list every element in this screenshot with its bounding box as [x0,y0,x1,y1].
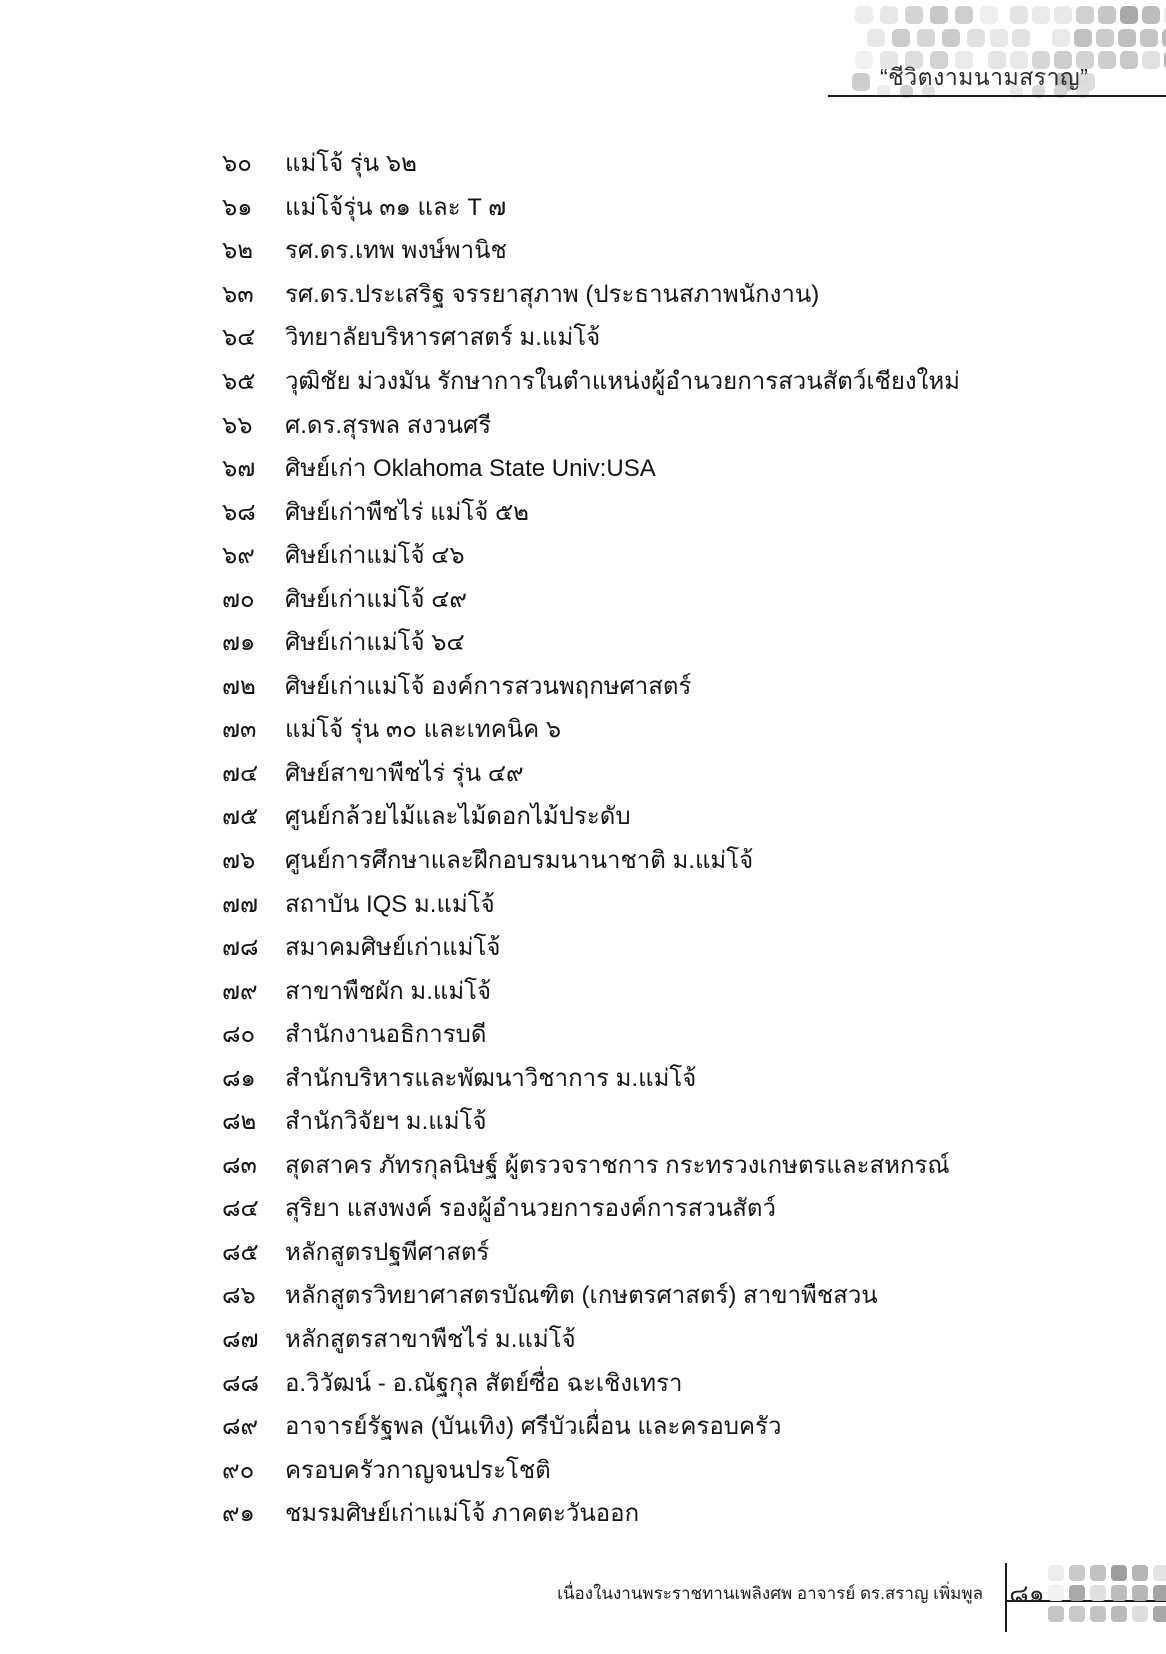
list-item [222,185,1122,229]
decor-square [917,29,935,47]
list-item-text: แม่โจ้ รุ่น ๖๒ [285,150,417,178]
decor-square [1090,1565,1106,1581]
decor-square [1052,29,1070,47]
decor-square [967,29,985,47]
decor-square [1098,51,1116,69]
list-item-number: ๗๕ [222,803,259,831]
decor-square [1098,6,1116,24]
list-item [222,228,1122,272]
decor-square [1090,1585,1106,1601]
list-item [222,1143,1122,1187]
list-item-text: ครอบครัวกาญจนประโชติ [285,1456,551,1484]
list-item-text: ศิษย์เก่าแม่โจ้ ๔๙ [285,585,467,613]
list-item-text: หลักสูตรวิทยาศาสตรบัณฑิต (เกษตรศาสตร์) สาขาพืชสวน [285,1282,878,1310]
decor-square [980,6,998,24]
list-item [222,446,1122,490]
decor-square [1132,1565,1148,1581]
decor-square [1032,6,1050,24]
list-item-number: ๘๙ [222,1413,259,1441]
decor-square [1048,1565,1064,1581]
decor-square [990,29,1008,47]
decor-square [1120,51,1138,69]
decor-square [1118,29,1136,47]
list-item [222,1404,1122,1448]
list-item-number: ๗๐ [222,585,255,613]
list-item [222,533,1122,577]
list-item-text: ศิษย์เก่า Oklahoma State Univ:USA [285,455,656,483]
list-item-text: ศิษย์เก่าพืชไร่ แม่โจ้ ๕๒ [285,498,529,526]
list-item-number: ๘๐ [222,1021,256,1049]
list-item [222,1012,1122,1056]
list-item-number: ๖๗ [222,455,256,483]
list-item-text: ศิษย์เก่าแม่โจ้ ๖๔ [285,629,465,657]
list-item-number: ๘๑ [222,1064,256,1092]
list-item [222,1447,1122,1491]
list-item-text: อ.วิวัฒน์ - อ.ณัฐกุล สัตย์ซื่อ ฉะเชิงเทรา [285,1369,683,1397]
decor-square [942,29,960,47]
list-item [222,751,1122,795]
decor-square [1153,1565,1166,1581]
decor-square [855,51,873,69]
list-item [222,1273,1122,1317]
list-item-text: สำนักบริหารและพัฒนาวิชาการ ม.แม่โจ้ [285,1064,697,1092]
decor-square [1162,29,1166,47]
list-item [222,838,1122,882]
list-item-number: ๖๒ [222,237,254,265]
list-item-number: ๘๗ [222,1326,259,1354]
list-item-number: ๖๕ [222,368,256,395]
decor-square [1069,1585,1085,1601]
list-item-number: ๖๓ [222,280,254,308]
list-item [222,576,1122,620]
decor-square [1111,1585,1127,1601]
list-item-number: ๗๙ [222,977,258,1005]
decor-square [1048,1585,1064,1601]
list-item-number: ๗๑ [222,629,256,657]
list-item [222,489,1122,533]
list-item-text: รศ.ดร.ประเสริฐ จรรยาสุภาพ (ประธานสภาพนักงาน) [285,280,820,308]
list-item-text: ศิษย์เก่าแม่โจ้ องค์การสวนพฤกษศาสตร์ [285,672,692,700]
decor-square [1074,29,1092,47]
list-item [222,1230,1122,1274]
list-item-text: หลักสูตรปฐพีศาสตร์ [285,1238,490,1266]
list-item-number: ๖๖ [222,411,253,439]
list-item [222,272,1122,316]
list-item-text: สำนักวิจัยฯ ม.แม่โจ้ [285,1108,487,1136]
decor-square [1142,6,1160,24]
decor-square [1153,1585,1166,1601]
list-item [222,664,1122,708]
list-item-text: แม่โจ้ รุ่น ๓๐ และเทคนิค ๖ [285,716,562,744]
list-item-text: สาขาพืชผัก ม.แม่โจ้ [285,977,492,1005]
decor-square [1076,6,1094,24]
list-item [222,1099,1122,1143]
header-rule [828,95,1166,97]
list-item-number: ๗๖ [222,847,256,875]
list-item-text: ศูนย์การศึกษาและฝึกอบรมนานาชาติ ม.แม่โจ้ [285,847,754,875]
list-item-text: สำนักงานอธิการบดี [285,1021,487,1049]
decor-square [867,29,885,47]
decor-square [852,73,870,91]
list-item-number: ๖๑ [222,193,253,221]
decor-square [930,6,948,24]
page-number: ๘๑ [1009,1580,1045,1608]
list-item-text: ศิษย์เก่าแม่โจ้ ๔๖ [285,542,465,570]
list-item [222,402,1122,446]
list-item [222,925,1122,969]
list-item-number: ๖๐ [222,150,252,178]
list-item-text: ศิษย์สาขาพืชไร่ รุ่น ๔๙ [285,759,524,787]
list-item [222,1055,1122,1099]
list-item-text: วุฒิชัย ม่วงมัน รักษาการในตำแหน่งผู้อำนวยการสวนสัตว์เชียงใหม่ [285,368,960,395]
decor-square [1153,1606,1166,1622]
list-item-number: ๖๘ [222,498,256,526]
list-item-number: ๘๓ [222,1151,257,1179]
list-item [222,881,1122,925]
list-item-number: ๖๔ [222,324,256,352]
list-item-number: ๘๘ [222,1369,260,1397]
list-item-number: ๘๖ [222,1282,256,1310]
decor-square [1012,29,1030,47]
list-item [222,315,1122,359]
decor-square [1048,1606,1064,1622]
list-item-number: ๗๒ [222,672,256,700]
decor-square [1120,6,1138,24]
list-item-number: ๗๔ [222,759,259,787]
list-item [222,794,1122,838]
page-motto: “ชีวิตงามนามสราญ” [880,64,1089,90]
list-item-number: ๙๑ [222,1500,255,1528]
decor-square [855,6,873,24]
list-item-text: รศ.ดร.เทพ พงษ์พานิช [285,237,507,265]
list-item-number: ๗๗ [222,890,259,918]
list-item-text: ชมรมศิษย์เก่าแม่โจ้ ภาคตะวันออก [285,1500,640,1528]
decor-square [905,6,923,24]
decor-square [1111,1606,1127,1622]
list-item-text: อาจารย์รัฐพล (บันเทิง) ศรีบัวเผื่อน และครอบครัว [285,1413,782,1441]
list-item [222,141,1122,185]
decor-square [1140,29,1158,47]
list-item [222,707,1122,751]
list-item [222,620,1122,664]
list-item-number: ๗๓ [222,716,257,744]
list-item-number: ๖๙ [222,542,255,570]
list-item-number: ๘๔ [222,1195,259,1223]
decor-square [1132,1585,1148,1601]
list-item [222,1186,1122,1230]
decor-square [1111,1565,1127,1581]
decor-square [1090,1606,1106,1622]
list-item-text: วิทยาลัยบริหารศาสตร์ ม.แม่โจ้ [285,324,601,352]
list-item-text: แม่โจ้รุ่น ๓๑ และ T ๗ [285,193,507,221]
list-item-text: ศ.ดร.สุรพล สงวนศรี [285,411,492,439]
list-item [222,359,1122,403]
list-item-text: ศูนย์กล้วยไม้และไม้ดอกไม้ประดับ [285,803,631,831]
list-item [222,1491,1122,1535]
decor-square [1010,6,1028,24]
decor-square [880,6,898,24]
decor-square [1132,1606,1148,1622]
decor-square [1069,1565,1085,1581]
list-item [222,1360,1122,1404]
list-item-number: ๗๘ [222,934,259,962]
list-item-number: ๘๕ [222,1238,259,1266]
memorial-list [222,141,1122,1535]
list-item-number: ๙๐ [222,1456,255,1484]
list-item [222,1317,1122,1361]
list-item-text: สุริยา แสงพงค์ รองผู้อำนวยการองค์การสวนสัตว์ [285,1195,776,1223]
decor-square [1096,29,1114,47]
list-item [222,968,1122,1012]
decor-square [892,29,910,47]
decor-square [1054,6,1072,24]
decor-square [955,6,973,24]
list-item-text: สถาบัน IQS ม.แม่โจ้ [285,890,495,918]
list-item-text: สมาคมศิษย์เก่าแม่โจ้ [285,934,501,962]
decor-square [1142,51,1160,69]
list-item-text: หลักสูตรสาขาพืชไร่ ม.แม่โจ้ [285,1326,576,1354]
decor-square [1069,1606,1085,1622]
list-item-text: สุดสาคร ภัทรกุลนิษฐ์ ผู้ตรวจราชการ กระทรวงเกษตรและสหกรณ์ [285,1151,950,1179]
footer-caption: เนื่องในงานพระราชทานเพลิงศพ อาจารย์ ดร.สราญ เพิ่มพูล [557,1584,983,1603]
list-item-number: ๘๒ [222,1108,257,1136]
